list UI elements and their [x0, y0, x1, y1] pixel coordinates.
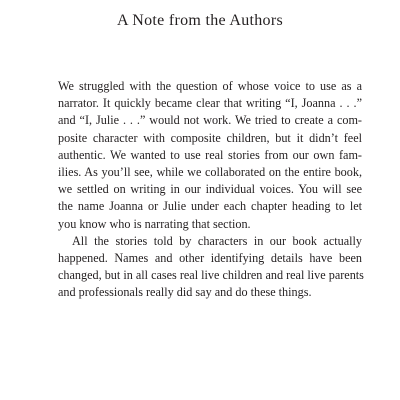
- text-line: authentic. We wanted to use real stories from our own fam-: [58, 147, 362, 162]
- text-line: changed, but in all cases real live children and real live parents: [58, 268, 364, 283]
- text-line: and professionals really did say and do these things.: [58, 285, 312, 300]
- text-line: you know who is narrating that section.: [58, 216, 251, 231]
- text-line: and “I, Julie . . .” would not work. We tried to create a com-: [58, 113, 362, 128]
- text-line: All the stories told by characters in our book actually: [72, 233, 362, 248]
- text-line: the name Joanna or Julie under each chapter heading to let: [58, 199, 362, 214]
- paragraph-1: [58, 78, 362, 233]
- chapter-title: A Note from the Authors: [117, 12, 283, 29]
- text-line: We struggled with the question of whose voice to use as a: [58, 79, 362, 93]
- paragraph-2: [58, 233, 362, 302]
- text-line: narrator. It quickly became clear that writing “I, Joanna . . .”: [58, 96, 362, 111]
- text-line: posite character with composite children, but it didn’t feel: [58, 130, 362, 145]
- body-text: [58, 78, 362, 301]
- text-line: ilies. As you’ll see, while we collaborated on the entire book,: [58, 164, 362, 179]
- text-line: we settled on writing in our individual voices. You will see: [58, 182, 362, 197]
- text-line: happened. Names and other identifying details have been: [58, 250, 362, 265]
